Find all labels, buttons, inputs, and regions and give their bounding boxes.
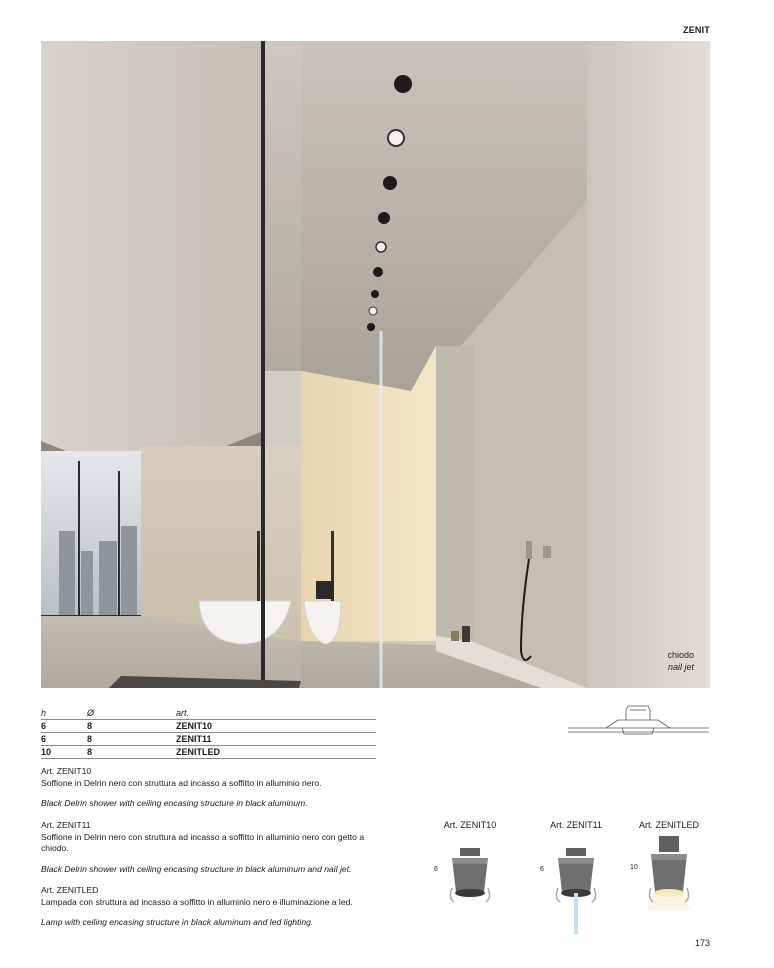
zenit11-fixture-image xyxy=(546,830,606,934)
hero-photo xyxy=(41,41,710,688)
zenitled-fixture-image xyxy=(639,830,699,920)
product-label: Art. ZENIT10 xyxy=(443,820,497,830)
description-zenit11 xyxy=(41,820,386,875)
section-drawing xyxy=(566,700,711,740)
description-title: Art. ZENIT10 xyxy=(41,766,92,776)
description-english: Black Delrin shower with ceiling encasing structure in black aluminum and nail jet. xyxy=(41,863,352,874)
product-zenitled xyxy=(634,820,704,920)
header-h: h xyxy=(41,707,87,720)
product-zenit11 xyxy=(546,820,606,934)
table-header-row xyxy=(41,707,376,720)
description-english: Lamp with ceiling encasing structure in black aluminum and led lighting. xyxy=(41,917,314,927)
dimension-label: 6 xyxy=(540,866,544,873)
dimension-label: 10 xyxy=(630,864,638,871)
cell-diameter: 8 xyxy=(87,746,176,759)
table-row xyxy=(41,746,376,759)
description-italian: Lampada con struttura ad incasso a soffitto in alluminio nero e illuminazione a led. xyxy=(41,896,353,907)
cell-art: ZENIT10 xyxy=(176,720,376,733)
product-label: Art. ZENITLED xyxy=(638,820,699,830)
table-row xyxy=(41,733,376,746)
cell-h: 6 xyxy=(41,720,87,733)
cell-art: ZENITLED xyxy=(176,746,376,759)
caption-english: nail jet xyxy=(667,662,694,672)
brand-header: ZENIT xyxy=(683,25,710,35)
photo-caption xyxy=(667,649,694,673)
description-italian: Soffione in Delrin nero con struttura ad incasso a soffitto in alluminio nero con getto a chiodo. xyxy=(41,831,365,853)
description-zenitled xyxy=(41,885,386,929)
cell-diameter: 8 xyxy=(87,733,176,746)
description-title: Art. ZENITLED xyxy=(41,885,99,895)
description-italian: Soffione in Delrin nero con struttura ad incasso a soffitto in alluminio nero. xyxy=(41,777,322,788)
spec-table xyxy=(41,707,376,759)
description-zenit10 xyxy=(41,766,386,810)
dimension-label: 6 xyxy=(434,866,438,873)
header-diameter: Ø xyxy=(87,707,176,720)
product-label: Art. ZENIT11 xyxy=(550,820,602,830)
cell-h: 6 xyxy=(41,733,87,746)
page-number: 173 xyxy=(694,938,710,948)
table-row xyxy=(41,720,376,733)
description-title: Art. ZENIT11 xyxy=(41,820,91,830)
cell-diameter: 8 xyxy=(87,720,176,733)
cell-h: 10 xyxy=(41,746,87,759)
header-art: art. xyxy=(176,707,376,720)
bathroom-scene-image xyxy=(41,41,710,688)
description-english: Black Delrin shower with ceiling encasing structure in black aluminum. xyxy=(41,798,308,808)
zenit10-fixture-image xyxy=(440,830,500,910)
cell-art: ZENIT11 xyxy=(176,733,376,746)
product-zenit10 xyxy=(440,820,500,910)
caption-italian: chiodo xyxy=(667,650,694,660)
